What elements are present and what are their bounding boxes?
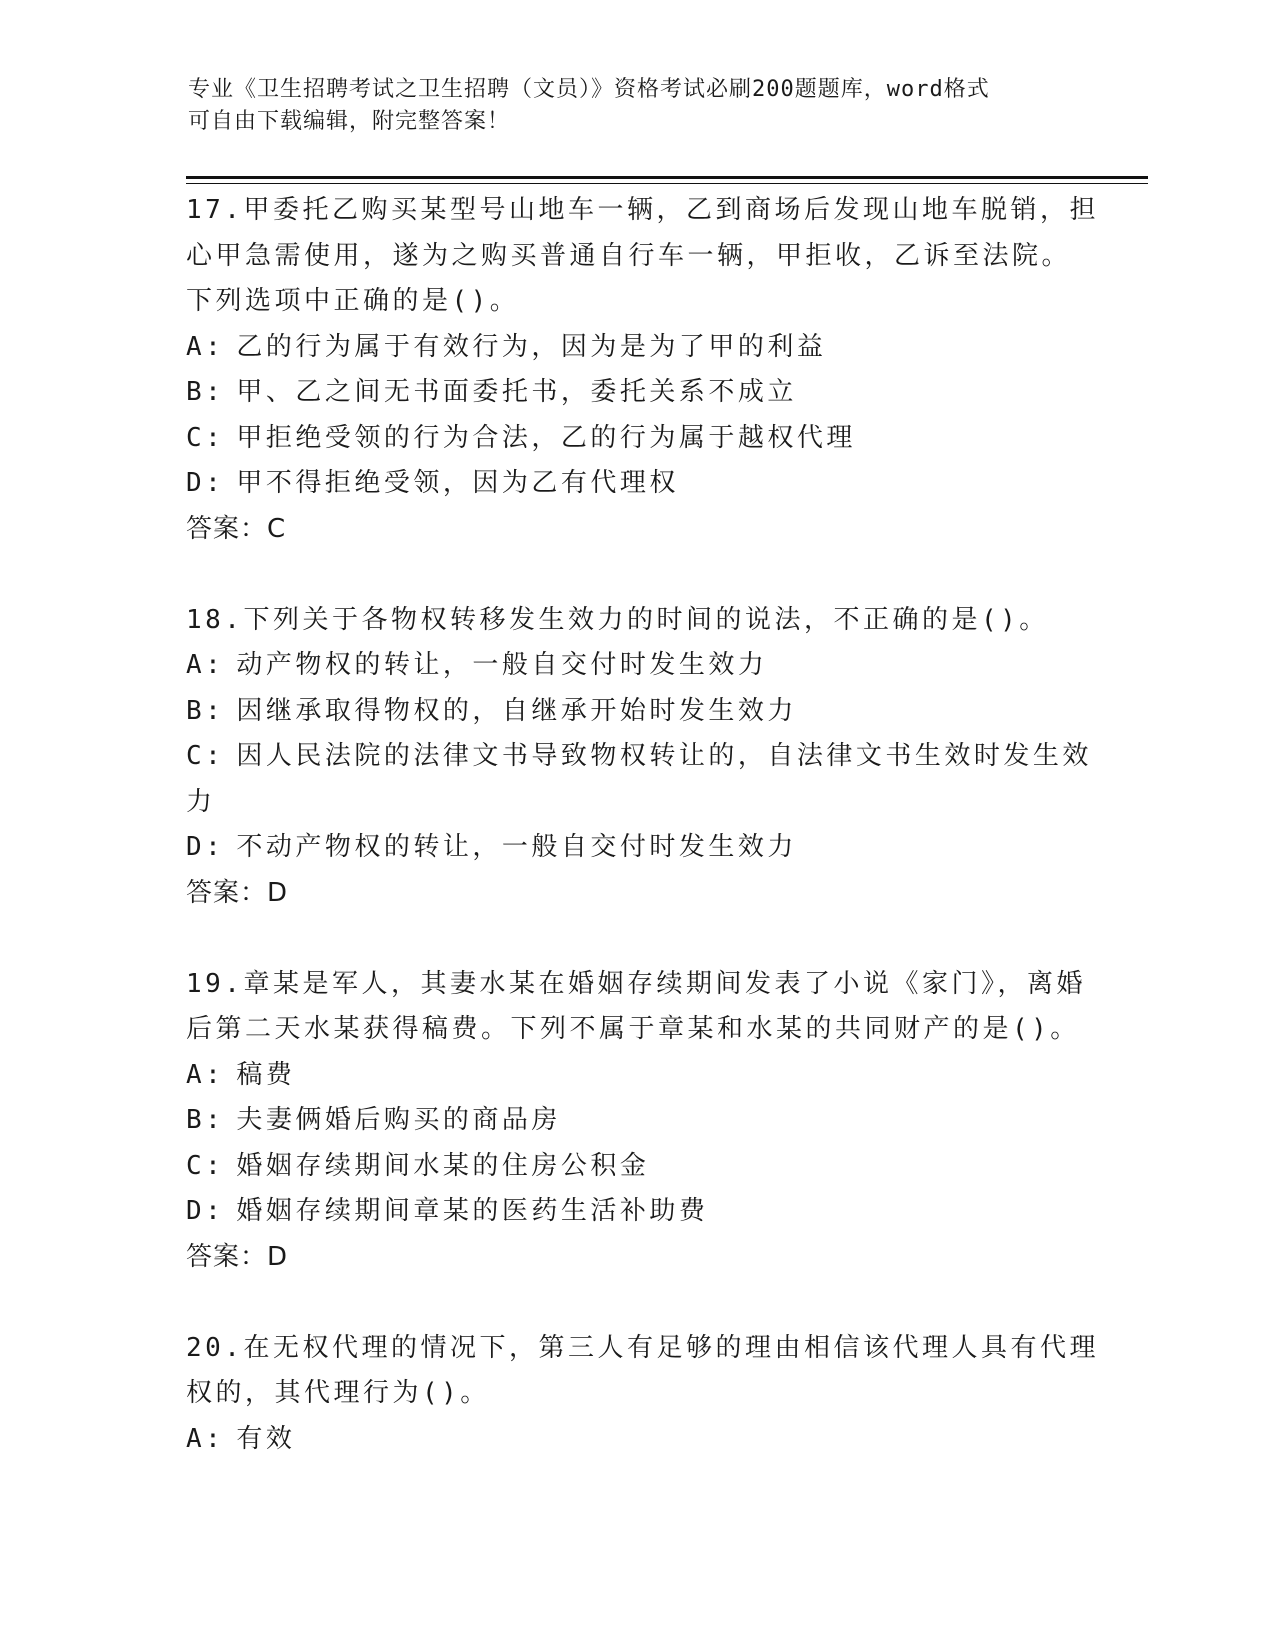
option-b	[186, 370, 1086, 416]
option-a	[186, 325, 1086, 371]
option-text: 婚姻存续期间章某的医药生活补助费	[236, 1196, 709, 1226]
option-text: 因人民法院的法律文书导致物权转让的，自法律文书生效时发生效	[236, 741, 1092, 771]
question-stem: 权的，其代理行为()。	[186, 1378, 490, 1408]
option-d	[186, 461, 1086, 507]
header-line: 可自由下载编辑，附完整答案！	[188, 109, 511, 134]
option-c	[186, 1144, 1086, 1190]
document-header	[188, 74, 1088, 138]
question-stem: 后第二天水某获得稿费。下列不属于章某和水某的共同财产的是()。	[186, 1014, 1080, 1044]
option-key: C:	[186, 1150, 225, 1181]
question-list	[186, 188, 1099, 1462]
option-c	[186, 734, 1092, 780]
option-d	[186, 1189, 1086, 1235]
option-text: 甲不得拒绝受领，因为乙有代理权	[236, 468, 679, 498]
header-divider-thin	[186, 183, 1148, 184]
option-b	[186, 689, 1086, 735]
option-c	[186, 416, 1086, 462]
option-c-continued: 力	[186, 786, 216, 817]
option-a	[186, 1417, 1086, 1463]
option-text: 因继承取得物权的，自继承开始时发生效力	[236, 695, 797, 726]
option-key: B:	[186, 377, 225, 407]
question-stem: 19.章某是军人，其妻水某在婚姻存续期间发表了小说《家门》，离婚	[186, 968, 1086, 999]
option-text: 甲、乙之间无书面委托书，委托关系不成立	[236, 377, 797, 407]
question-gap	[186, 1280, 1086, 1326]
question-stem: 心甲急需使用，遂为之购买普通自行车一辆，甲拒收，乙诉至法院。	[186, 240, 1072, 271]
question-20	[186, 1326, 1099, 1463]
option-key: B:	[186, 695, 225, 726]
question-18	[186, 598, 1092, 917]
option-a	[186, 643, 1086, 689]
option-b	[186, 1098, 1086, 1144]
option-key: C:	[186, 422, 225, 453]
answer-line: 答案：D	[186, 877, 289, 908]
option-key: C:	[186, 741, 225, 771]
option-text: 稿费	[236, 1059, 296, 1090]
question-stem: 17.甲委托乙购买某型号山地车一辆，乙到商场后发现山地车脱销，担	[186, 195, 1099, 225]
option-text: 夫妻俩婚后购买的商品房	[236, 1105, 561, 1135]
option-text: 乙的行为属于有效行为，因为是为了甲的利益	[236, 331, 827, 362]
option-key: A:	[186, 331, 225, 362]
option-text: 婚姻存续期间水某的住房公积金	[236, 1150, 650, 1181]
answer-line: 答案：D	[186, 1241, 289, 1272]
option-key: A:	[186, 1059, 225, 1090]
option-d	[186, 825, 1086, 871]
question-gap	[186, 916, 1086, 962]
header-line: 专业《卫生招聘考试之卫生招聘（文员）》资格考试必刷200题题库，word格式	[188, 77, 990, 102]
option-a	[186, 1053, 1086, 1099]
question-gap	[186, 552, 1086, 598]
header-divider-thick	[186, 176, 1148, 179]
option-key: D:	[186, 468, 225, 498]
option-key: A:	[186, 650, 225, 680]
option-key: B:	[186, 1105, 225, 1135]
option-text: 动产物权的转让，一般自交付时发生效力	[236, 650, 768, 680]
question-19	[186, 962, 1086, 1281]
answer-line: 答案：C	[186, 513, 287, 544]
question-stem: 18.下列关于各物权转移发生效力的时间的说法，不正确的是()。	[186, 604, 1049, 635]
option-key: D:	[186, 832, 225, 862]
question-17	[186, 188, 1099, 552]
option-key: D:	[186, 1196, 225, 1226]
option-text: 甲拒绝受领的行为合法，乙的行为属于越权代理	[236, 422, 856, 453]
option-text: 有效	[236, 1423, 296, 1454]
option-key: A:	[186, 1423, 225, 1454]
question-stem: 20.在无权代理的情况下，第三人有足够的理由相信该代理人具有代理	[186, 1332, 1099, 1363]
option-text: 不动产物权的转让，一般自交付时发生效力	[236, 832, 797, 862]
question-stem: 下列选项中正确的是()。	[186, 286, 520, 316]
